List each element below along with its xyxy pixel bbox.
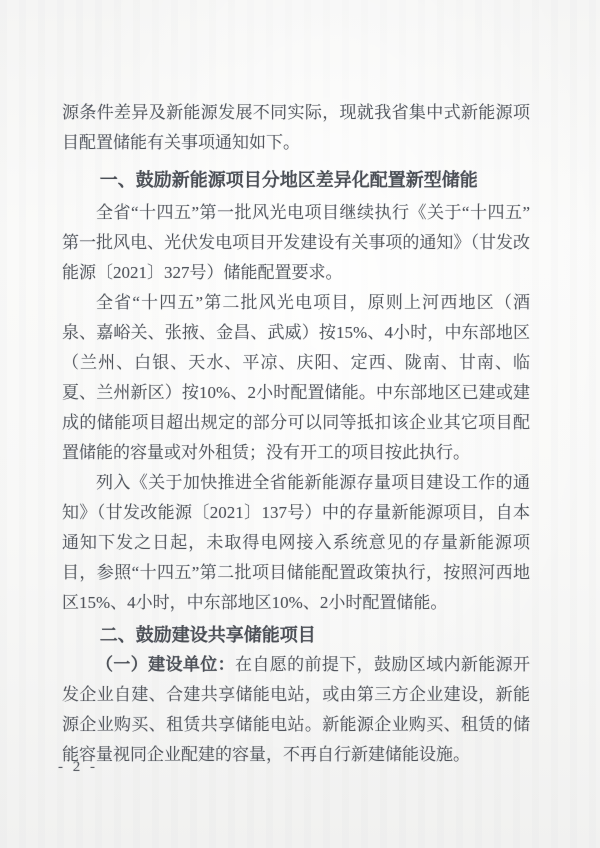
section-1-paragraph-1: 全省“十四五”第一批风光电项目继续执行《关于“十四五”第一批风电、光伏发电项目开发建设有关事项的通知》（甘发改能源〔2021〕327号）储能配置要求。 xyxy=(62,203,530,282)
document-body xyxy=(62,98,530,770)
section-2-item-1-text: 在自愿的前提下，鼓励区域内新能源开发企业自建、合建共享储能电站，或由第三方企业建设，新能源企业购买、租赁共享储能电站。新能源企业购买、租赁的储能容量视同企业配建的容量，不再自行新建储能设施。 xyxy=(62,655,530,764)
section-1-paragraph-2: 全省“十四五”第二批风光电项目，原则上河西地区（酒泉、嘉峪关、张掖、金昌、武威）按15%、4小时，中东部地区（兰州、白银、天水、平凉、庆阳、定西、陇南、甘南、临夏、兰州新区）按10%、2小时配置储能。中东部地区已建或建成的储能项目超出规定的部分可以同等抵扣该企业其它项目配置储能的容量或对外租赁；没有开工的项目按此执行。 xyxy=(62,293,530,462)
section-1-paragraph-3: 列入《关于加快推进全省能新能源存量项目建设工作的通知》（甘发改能源〔2021〕137号）中的存量新能源项目，自本通知下发之日起，未取得电网接入系统意见的存量新能源项目，参照“十四五”第二批项目储能配置政策执行，按照河西地区15%、4小时，中东部地区10%、2小时配置储能。 xyxy=(62,473,530,612)
page-number: - 2 - xyxy=(58,759,98,775)
section-1-heading: 一、鼓励新能源项目分地区差异化配置新型储能 xyxy=(99,170,478,190)
intro-paragraph: 源条件差异及新能源发展不同实际，现就我省集中式新能源项目配置储能有关事项通知如下。 xyxy=(62,103,530,152)
section-2-item-1-label: （一）建设单位： xyxy=(96,655,235,674)
section-2-heading: 二、鼓励建设共享储能项目 xyxy=(99,625,316,645)
section-2-item-1 xyxy=(62,650,530,770)
